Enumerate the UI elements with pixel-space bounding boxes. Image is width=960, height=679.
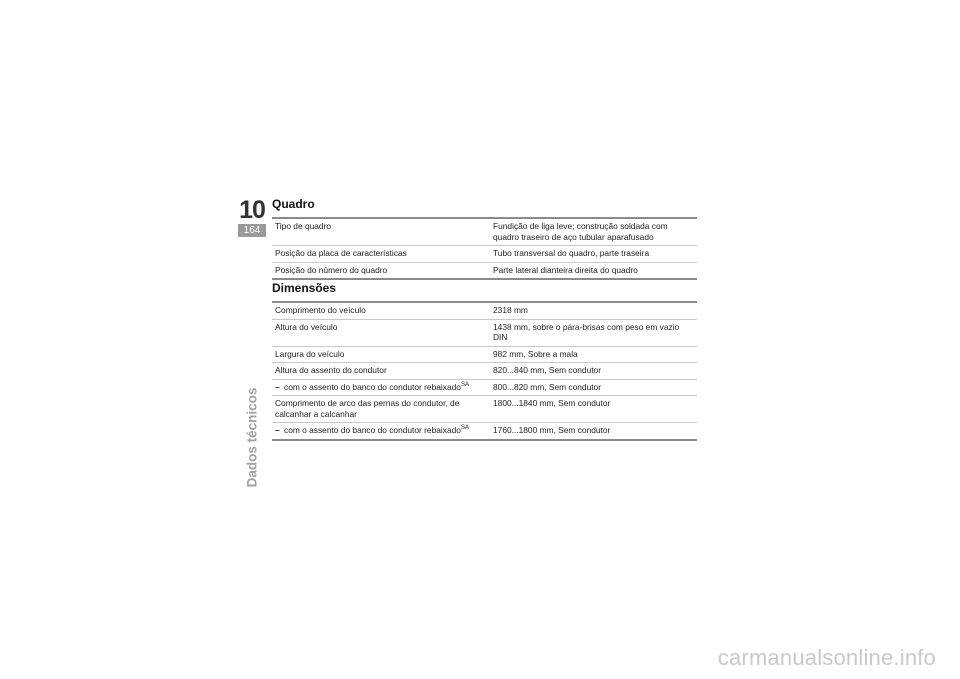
chapter-title-vertical [239, 372, 265, 502]
spec-label-sub [272, 379, 489, 396]
chapter-title-label: Dados técnicos [244, 387, 260, 487]
watermark: carmanualsonline.info [717, 645, 936, 670]
spec-value: Fundição de liga leve; construção soldada com quadro traseiro de aço tubular aparafusado [493, 221, 668, 242]
spec-value: 982 mm, Sobre a mala [493, 348, 578, 359]
spec-value: Tubo transversal do quadro, parte traseira [493, 248, 650, 258]
dimensoes-table [272, 301, 697, 441]
dash-bullet: – [275, 425, 280, 435]
table-row [272, 319, 697, 346]
optional-equipment-mark: SA [460, 425, 469, 432]
table-row [272, 262, 697, 279]
spec-label: Altura do veículo [275, 321, 338, 332]
spec-label: Altura do assento do condutor [275, 365, 387, 375]
spec-label: Comprimento do veículo [275, 305, 366, 315]
quadro-heading: Quadro [272, 197, 315, 211]
dash-bullet: – [275, 381, 280, 392]
spec-label: com o assento do banco do condutor rebaixado [284, 381, 461, 392]
dimensoes-section [272, 281, 697, 441]
quadro-table [272, 217, 697, 280]
table-row [272, 379, 697, 396]
chapter-number: 10 [239, 196, 265, 224]
spec-value: 1760...1800 mm, Sem condutor [493, 425, 611, 435]
spec-label: Tipo de quadro [275, 221, 332, 231]
table-row [272, 396, 697, 423]
table-row [272, 363, 697, 380]
table-row [272, 246, 697, 263]
spec-label-sub [272, 423, 489, 440]
spec-value: 2318 mm [493, 305, 528, 315]
table-row [272, 218, 697, 246]
spec-value: 1438 mm, sobre o pára-brisas com peso em vazio DIN [493, 321, 680, 342]
table-row [272, 423, 697, 440]
table-row [272, 346, 697, 363]
page-number: 164 [238, 224, 266, 237]
spec-value: Parte lateral dianteira direita do quadro [493, 264, 638, 275]
spec-label: com o assento do banco do condutor rebaixado [284, 425, 461, 435]
table-row [272, 302, 697, 319]
spec-label: Comprimento de arco das pernas do condutor, de calcanhar a calcanhar [275, 398, 460, 419]
spec-value: 800...820 mm, Sem condutor [493, 381, 601, 392]
spec-value: 1800...1840 mm, Sem condutor [493, 398, 611, 408]
dimensoes-heading: Dimensões [272, 281, 337, 295]
quadro-section [272, 197, 697, 280]
spec-value: 820...840 mm, Sem condutor [493, 365, 601, 375]
spec-label: Largura do veículo [275, 348, 345, 359]
spec-label: Posição do número do quadro [275, 264, 388, 275]
optional-equipment-mark: SA [460, 381, 469, 388]
spec-label: Posição da placa de características [275, 248, 407, 258]
